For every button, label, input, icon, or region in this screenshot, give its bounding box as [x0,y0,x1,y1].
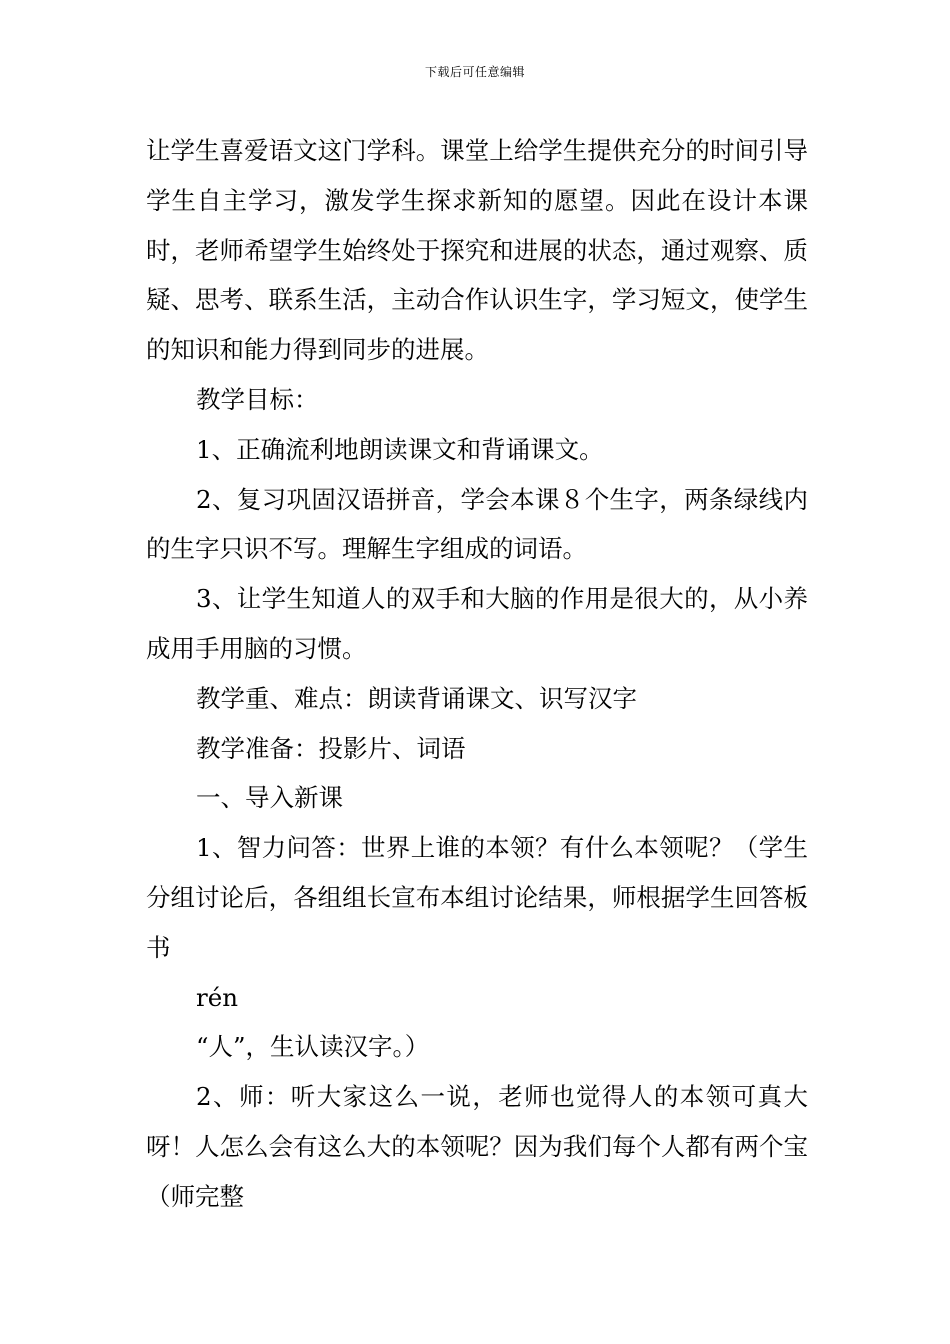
paragraph-objective-1: 1、正确流利地朗读课文和背诵课文。 [196,434,604,464]
paragraph-objectives-heading: 教学目标： [196,384,319,414]
paragraph-objective-2: 2、复习巩固汉语拼音，学会本课８个生字，两条绿线内的生字只识不写。理解生字组成的词语。 [146,484,808,564]
paragraph-objective-3: 3、让学生知道人的双手和大脑的作用是很大的，从小养成用手用脑的习惯。 [146,584,808,663]
page-header: 下载后可任意编辑 [424,65,525,79]
paragraph-key-points: 教学重、难点：朗读背诵课文、识写汉字 [196,683,637,713]
paragraph-teacher: 2、师：听大家这么一说，老师也觉得人的本领可真大呀！人怎么会有这么大的本领呢？因为我们每个人都有两个宝（师完整 [146,1082,808,1211]
paragraph-section-1: 一、导入新课 [196,783,343,813]
paragraph-character: “人”，生认读汉字。） [196,1032,430,1062]
paragraph-intro: 让学生喜爱语文这门学科。课堂上给学生提供充分的时间引导学生自主学习，激发学生探求新知的愿望。因此在设计本课时，老师希望学生始终处于探究和进展的状态，通过观察、质疑、思考、联系生活，主动合作认识生字，学习短文，使学生的知识和能力得到同步的进展。 [146,136,808,365]
paragraph-pinyin: rén [196,982,238,1012]
document-body [146,126,808,1222]
paragraph-preparation: 教学准备：投影片、词语 [196,733,466,763]
paragraph-quiz: 1、智力问答：世界上谁的本领？有什么本领呢？（学生分组讨论后，各组组长宣布本组讨论结果，师根据学生回答板书 [146,833,808,962]
